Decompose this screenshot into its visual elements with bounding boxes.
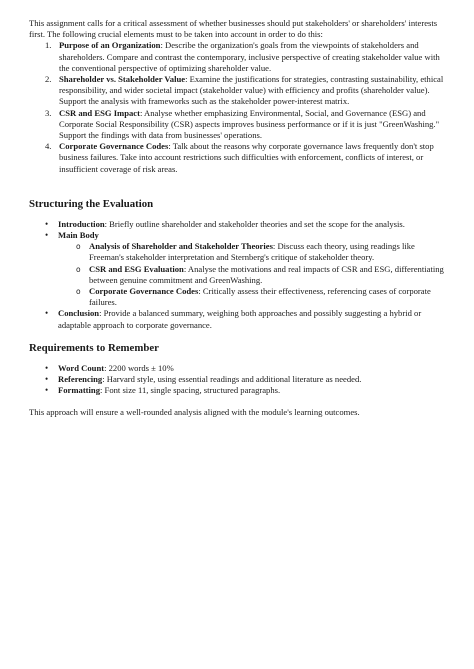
list-item: [45, 230, 444, 308]
requirements-list: [29, 363, 444, 397]
list-item: [45, 218, 444, 230]
sub-list-item: [76, 241, 444, 263]
criteria-separator: :: [185, 74, 190, 85]
item-title: Conclusion: [58, 308, 100, 319]
sub-item-text: : Analyse the motivations and real impacts of CSR and ESG, differentiating between genuine commitment and GreenWashing.: [89, 263, 444, 285]
criteria-list: [29, 40, 444, 174]
criteria-text: Describe the organization's goals from the viewpoints of stakeholders and shareholders. Compare and contrast the contemporary, inclusive perspective of creating stakeholder value with the conventional perspective of optimizing shareholder value.: [59, 40, 440, 73]
main-body-sublist: [58, 241, 444, 308]
criteria-separator: :: [139, 107, 145, 118]
sub-item-title: CSR and ESG Evaluation: [89, 263, 184, 274]
list-item: [45, 385, 444, 396]
sub-bullet-glyph: o: [76, 287, 81, 297]
item-text: : 2200 words ± 10%: [104, 362, 174, 373]
sub-item-text: : Critically assess their effectiveness, referencing cases of corporate failures.: [89, 286, 431, 308]
criteria-text: Talk about the reasons why corporate governance laws frequently don't stop business failures. Take into account restrictions such difficulties with enforcement, conflicts of interest, or insufficient coverage of risk areas.: [59, 141, 434, 174]
bullet-glyph: •: [45, 308, 49, 319]
criteria-item: [45, 107, 444, 142]
criteria-title: CSR and ESG Impact: [59, 107, 140, 118]
list-item: [45, 374, 444, 385]
criteria-separator: :: [168, 141, 173, 152]
criteria-text: Examine the justifications for strategies, contrasting sustainability, ethical responsibility, and wider societal impact (stakeholder value) with efficiency and profits (shareholder value). Support the analysis with frameworks such as the stakeholder power-interest matrix.: [59, 74, 444, 107]
sub-bullet-glyph: o: [76, 242, 81, 252]
criteria-title: Corporate Governance Codes: [59, 141, 169, 152]
bullet-glyph: •: [45, 362, 49, 373]
list-item: [45, 308, 444, 330]
bullet-glyph: •: [45, 230, 49, 241]
closing-paragraph: This approach will ensure a well-rounded analysis aligned with the module's learning outcomes.: [29, 407, 360, 418]
item-title: Introduction: [58, 218, 105, 229]
criteria-number: 3.: [45, 107, 52, 118]
criteria-title: Shareholder vs. Stakeholder Value: [59, 74, 186, 85]
item-text: : Briefly outline shareholder and stakeholder theories and set the scope for the analysis.: [104, 218, 405, 229]
item-title: Main Body: [58, 230, 99, 241]
bullet-glyph: •: [45, 218, 49, 229]
criteria-item: [45, 74, 444, 108]
sub-list-item: [76, 263, 444, 286]
structuring-list: [29, 219, 444, 331]
criteria-title: Purpose of an Organization: [59, 40, 161, 51]
criteria-text: Analyse whether emphasizing Environmental, Social, and Governance (ESG) and Corporate Social Responsibility (CSR) aspects improves business performance or if it is just "GreenWashing." Support the findings with data from businesses' operations.: [59, 107, 440, 141]
bullet-glyph: •: [45, 385, 49, 396]
item-title: Referencing: [58, 374, 103, 385]
item-text: : Font size 11, single spacing, structured paragraphs.: [100, 385, 281, 396]
item-text: : Harvard style, using essential readings and additional literature as needed.: [102, 374, 362, 385]
sub-list-item: [76, 286, 444, 308]
criteria-separator: :: [160, 40, 166, 51]
criteria-item: [45, 141, 444, 175]
bullet-glyph: •: [45, 374, 49, 385]
criteria-item: [45, 40, 444, 74]
list-item: [45, 362, 444, 374]
sub-item-title: Analysis of Shareholder and Stakeholder Theories: [89, 241, 273, 252]
item-title: Word Count: [58, 362, 105, 373]
sub-item-text: : Discuss each theory, using readings like Freeman's stakeholder interpretation and Sternberg's critique of stakeholder theory.: [89, 241, 415, 263]
intro-paragraph: This assignment calls for a critical assessment of whether businesses should put stakeholders' or shareholders' interests first. The following crucial elements must to be taken into account in order to do this:: [29, 18, 438, 40]
item-title: Formatting: [58, 385, 101, 396]
criteria-number: 4.: [45, 141, 52, 152]
requirements-heading: Requirements to Remember: [29, 341, 159, 354]
structuring-heading: Structuring the Evaluation: [29, 197, 154, 210]
sub-bullet-glyph: o: [76, 264, 81, 274]
criteria-number: 1.: [45, 40, 52, 51]
sub-item-title: Corporate Governance Codes: [89, 286, 199, 297]
criteria-number: 2.: [45, 74, 52, 85]
item-text: : Provide a balanced summary, weighing both approaches and possibly suggesting a hybrid or adaptable approach to corporate governance.: [58, 308, 422, 330]
